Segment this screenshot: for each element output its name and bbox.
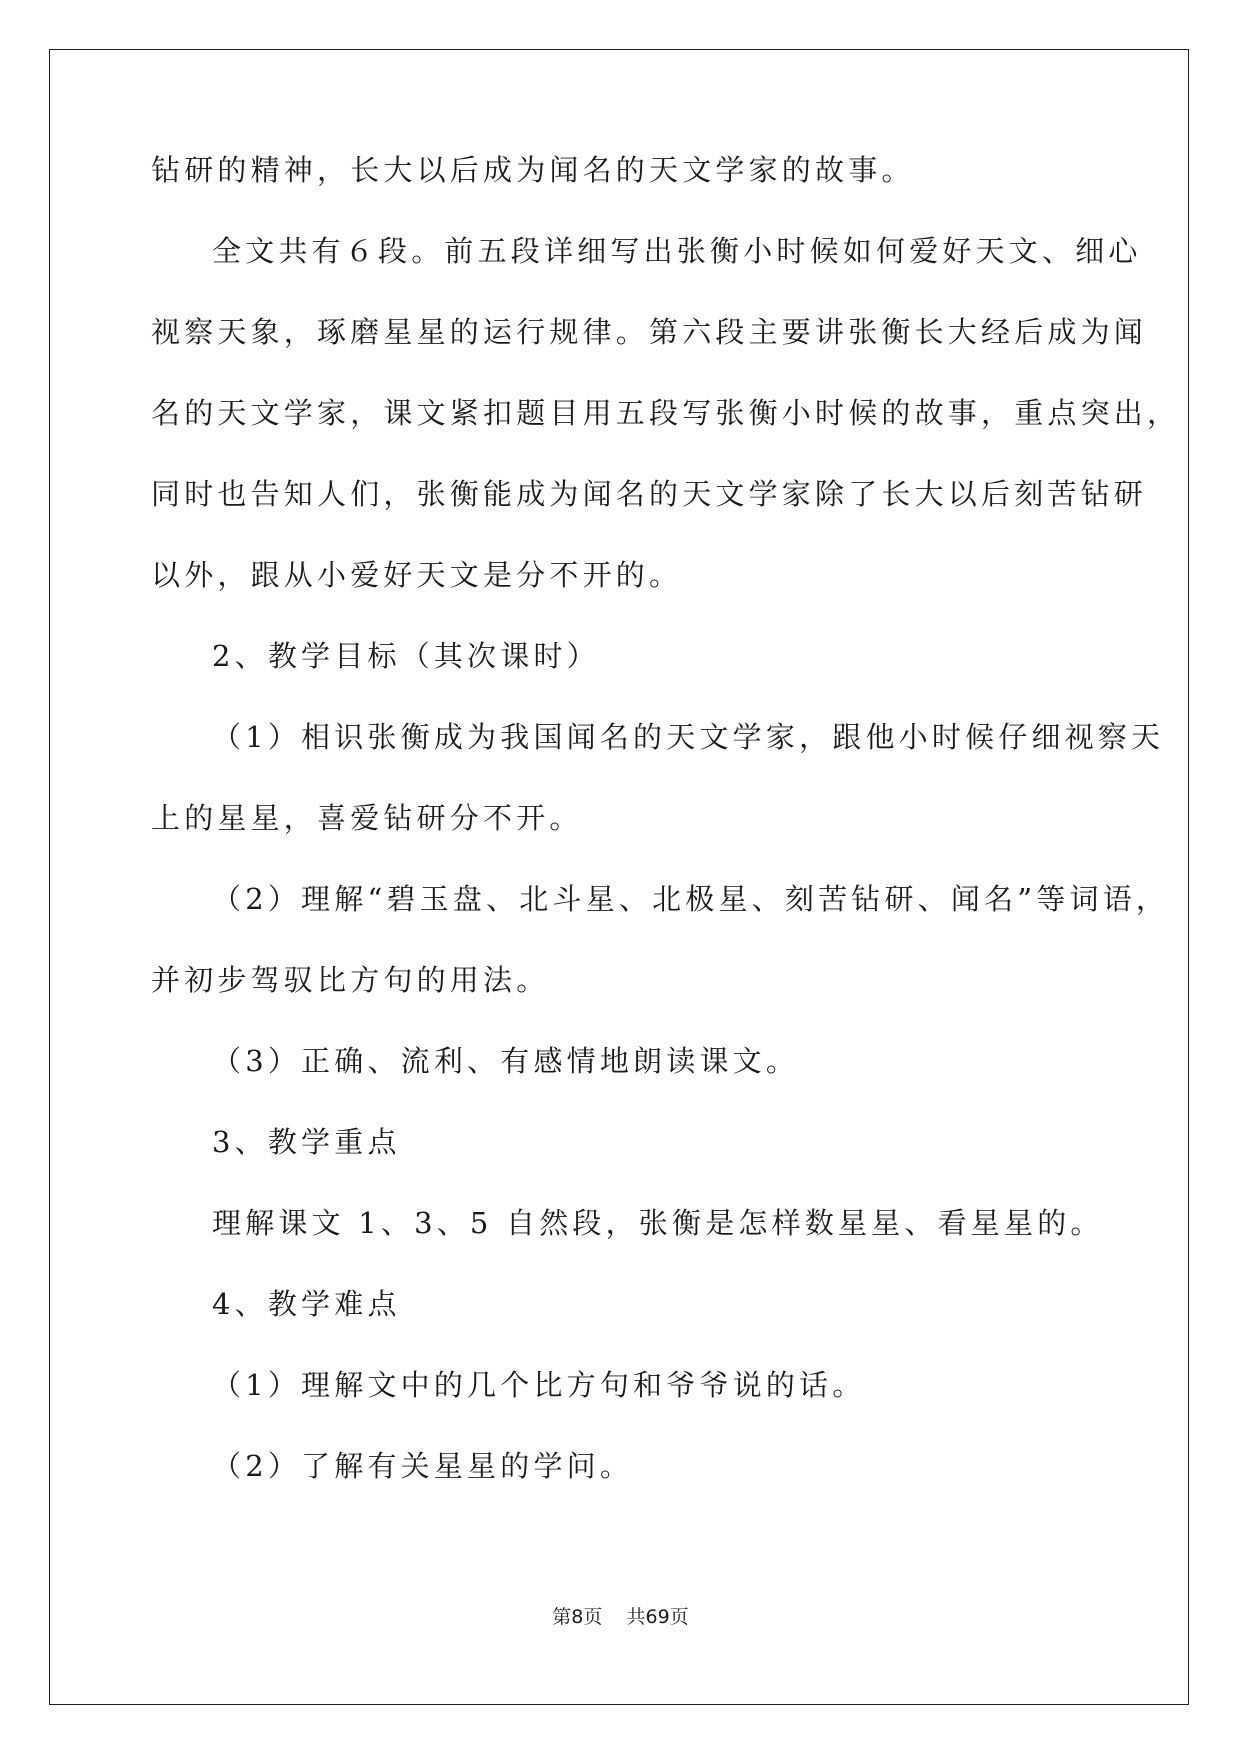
paragraph-line: 以外，跟从小爱好天文是分不开的。 bbox=[151, 558, 683, 592]
section-heading: 3、教学重点 bbox=[212, 1125, 401, 1159]
paragraph-line: （1）理解文中的几个比方句和爷爷说的话。 bbox=[212, 1368, 866, 1402]
paragraph-line: 名的天文学家，课文紧扣题目用五段写张衡小时候的故事，重点突出， bbox=[151, 396, 1181, 430]
paragraph-line: （2）了解有关星星的学问。 bbox=[212, 1449, 634, 1483]
paragraph-line: 理解课文 1、3、5 自然段，张衡是怎样数星星、看星星的。 bbox=[212, 1206, 1104, 1240]
section-heading: 2、教学目标（其次课时） bbox=[212, 639, 600, 673]
page-number: 第8页 共69页 bbox=[552, 1606, 689, 1628]
paragraph-line: （1）相识张衡成为我国闻名的天文学家，跟他小时候仔细视察天 bbox=[212, 720, 1165, 754]
paragraph-line: （2）理解“碧玉盘、北斗星、北极星、刻苦钻研、闻名”等词语， bbox=[212, 882, 1170, 916]
paragraph-line: （3）正确、流利、有感情地朗读课文。 bbox=[212, 1044, 800, 1078]
paragraph-line: 钻研的精神，长大以后成为闻名的天文学家的故事。 bbox=[151, 153, 915, 187]
paragraph-line: 同时也告知人们，张衡能成为闻名的天文学家除了长大以后刻苦钻研 bbox=[151, 477, 1148, 511]
paragraph-line: 并初步驾驭比方句的用法。 bbox=[151, 963, 550, 997]
paragraph-line: 视察天象，琢磨星星的运行规律。第六段主要讲张衡长大经后成为闻 bbox=[151, 315, 1148, 349]
section-heading: 4、教学难点 bbox=[212, 1287, 401, 1321]
paragraph-line: 上的星星，喜爱钻研分不开。 bbox=[151, 801, 583, 835]
paragraph-line: 全文共有６段。前五段详细写出张衡小时候如何爱好天文、细心 bbox=[212, 234, 1142, 268]
